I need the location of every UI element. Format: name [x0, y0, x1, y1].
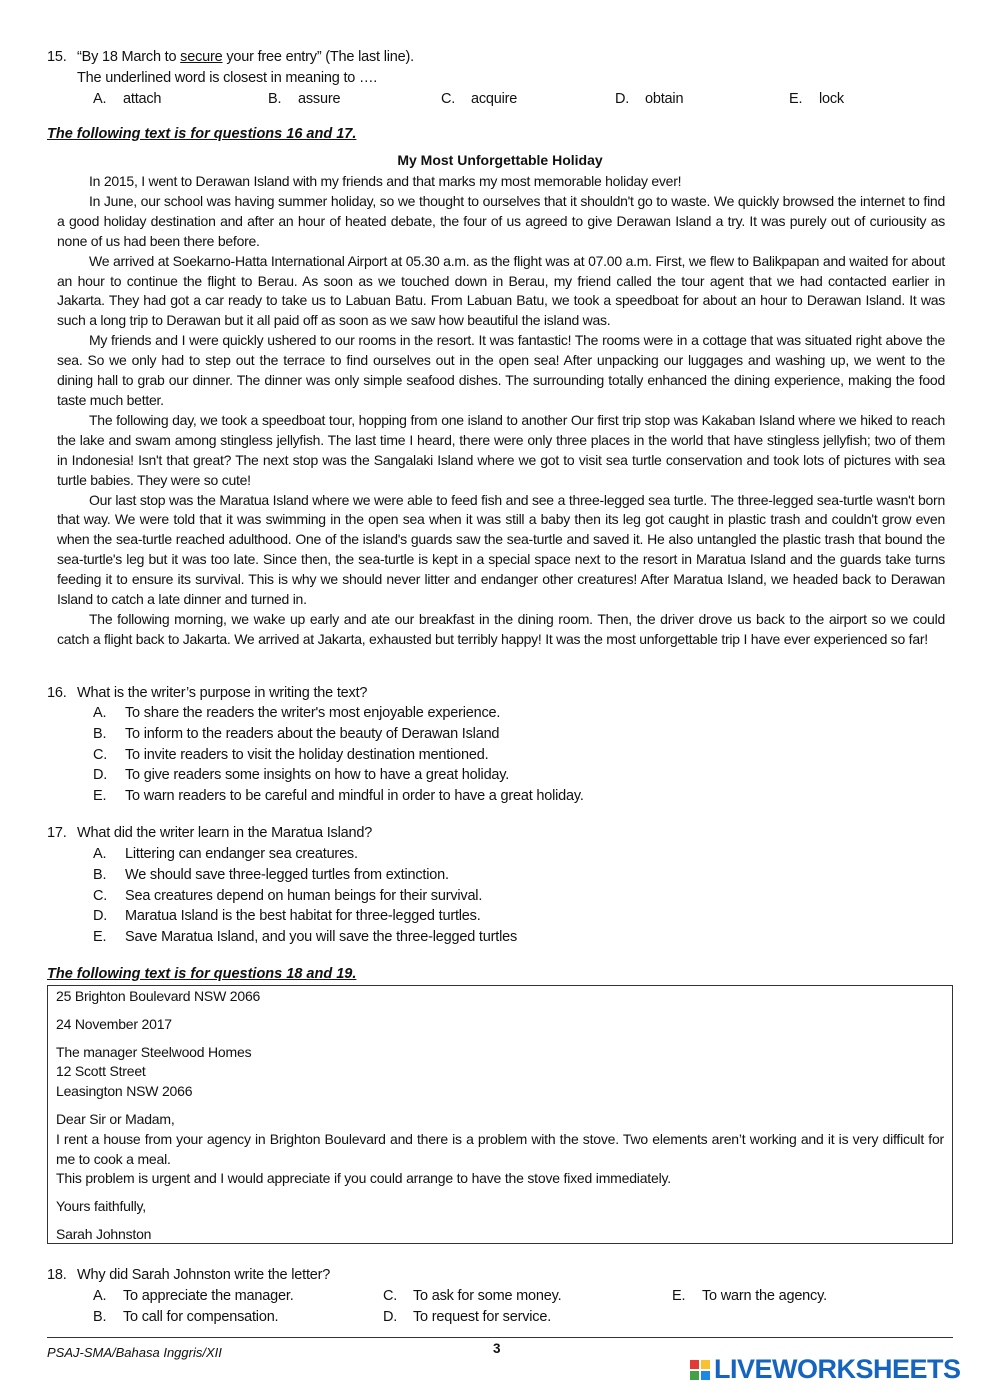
q17-option-e[interactable]: E. Save Maratua Island, and you will save the three-legged turtles: [93, 929, 518, 946]
story-text: [57, 172, 945, 650]
letter-body: I rent a house from your agency in Brighton Boulevard and there is a problem with the stove. Two elements aren’t working and it is very difficult for me to cook a meal.: [56, 1130, 944, 1167]
q18-options: [93, 1286, 973, 1328]
q16-option-c[interactable]: C. To invite readers to visit the holiday destination mentioned.: [93, 746, 489, 763]
footer-code: PSAJ-SMA/Bahasa Inggris/XII: [47, 1345, 222, 1360]
closing: Yours faithfully,: [56, 1198, 146, 1215]
q17-option-d[interactable]: D. Maratua Island is the best habitat for three-legged turtles.: [93, 908, 481, 925]
q18-stem: 18. Why did Sarah Johnston write the letter?: [47, 1267, 331, 1283]
story-title: My Most Unforgettable Holiday: [397, 152, 603, 168]
salutation: Dear Sir or Madam,: [56, 1110, 175, 1127]
q15-option-d[interactable]: D. obtain: [615, 91, 684, 107]
section-heading-18-19: The following text is for questions 18 and 19.: [47, 966, 357, 982]
q18-option-a[interactable]: A. To appreciate the manager.: [93, 1288, 294, 1304]
recipient-line: Leasington NSW 2066: [56, 1083, 193, 1100]
q17-option-b[interactable]: B. We should save three-legged turtles from extinction.: [93, 866, 449, 883]
q16-stem: 16. What is the writer’s purpose in writing the text?: [47, 685, 368, 701]
signature: Sarah Johnston: [56, 1225, 152, 1242]
letter-date: 24 November 2017: [56, 1015, 172, 1032]
q15-option-a[interactable]: A. attach: [93, 91, 162, 107]
q16-option-b[interactable]: B. To inform to the readers about the beauty of Derawan Island: [93, 725, 500, 742]
liveworksheets-logo-text: LIVEWORKSHEETS: [714, 1354, 961, 1384]
recipient-line: The manager Steelwood Homes: [56, 1043, 252, 1060]
story-paragraph: In 2015, I went to Derawan Island with my friends and that marks my most memorable holiday ever!: [89, 173, 682, 189]
liveworksheets-logo[interactable]: [690, 1356, 961, 1382]
letter-box: [47, 985, 953, 1244]
story-paragraph: Our last stop was the Maratua Island where we were able to feed fish and see a three-legged sea turtle. The three-legged sea-turtle wasn't born that way. We were told that it was swimming in the open sea when it was still a baby then its leg got caught in plastic trash and couldn't grow even when the sea-turtle reached adulthood. One of the island's guards saw the sea-turtle and saved it. He also untangled the plastic trash that bound the sea-turtle's leg but it was too late. Since then, the sea-turtle is kept in a special space next to the resort in Maratua Island and the guards take turns feeding it to ensure its survival. This is why we should never litter and endanger other creatures! After Maratua Island, we headed back to Derawan Island to catch a late dinner and turned in.: [57, 491, 945, 608]
section-heading-16-17: The following text is for questions 16 and 17.: [47, 126, 357, 142]
q16-option-a[interactable]: A. To share the readers the writer's most enjoyable experience.: [93, 705, 501, 721]
q16-option-d[interactable]: D. To give readers some insights on how to have a great holiday.: [93, 767, 510, 784]
page-number: 3: [493, 1341, 501, 1356]
q16-option-e[interactable]: E. To warn readers to be careful and mindful in order to have a great holiday.: [93, 788, 584, 805]
q17-stem: 17. What did the writer learn in the Maratua Island?: [47, 825, 373, 841]
q15-option-b[interactable]: B. assure: [268, 91, 341, 107]
q18-option-c[interactable]: C. To ask for some money.: [383, 1288, 562, 1304]
underlined-word: secure: [180, 49, 223, 65]
sender-address: 25 Brighton Boulevard NSW 2066: [56, 988, 261, 1004]
letter-text: [56, 987, 944, 1245]
q18-option-b[interactable]: B. To call for compensation.: [93, 1309, 279, 1325]
q17-option-a[interactable]: A. Littering can endanger sea creatures.: [93, 846, 358, 862]
q15-option-c[interactable]: C. acquire: [441, 91, 518, 107]
q15-options: [93, 89, 973, 109]
liveworksheets-logo-icon: [690, 1358, 712, 1380]
q17-options: [93, 844, 953, 948]
recipient-line: 12 Scott Street: [56, 1063, 146, 1080]
story-paragraph: The following morning, we wake up early and ate our breakfast in the dining room. Then, the driver drove us back to the airport so we could catch a flight back to Jakarta. We arrived at Jakarta, exhausted but terribly happy! It was the most unforgettable trip I have ever experienced so far!: [57, 610, 945, 647]
q15-stem: 15. “By 18 March to secure your free entry” (The last line).: [47, 49, 414, 65]
story-paragraph: In June, our school was having summer holiday, so we thought to ourselves that it shouldn't go to waste. We quickly browsed the internet to find a good holiday destination and after an hour of heated debate, the four of us agreed to give Derawan Island a try. It was purely out of curiousity as none of us had been there before.: [57, 192, 945, 249]
q16-options: [93, 703, 953, 807]
q15-option-e[interactable]: E. lock: [789, 91, 844, 107]
story-paragraph: My friends and I were quickly ushered to our rooms in the resort. It was fantastic! The rooms were in a cottage that was situated right above the sea. So we only had to step out the terrace to find ourselves out in the open sea! After unpacking our luggages and washing up, we went to the dining hall to grab our dinner. The dinner was only simple seafood dishes. The surrounding totally enhanced the dining experience, making the food taste much better.: [57, 332, 945, 408]
footer-divider: [47, 1337, 953, 1338]
q18-option-e[interactable]: E. To warn the agency.: [672, 1288, 827, 1304]
letter-body: This problem is urgent and I would appreciate if you could arrange to have the stove fixed immediately.: [56, 1170, 671, 1187]
story-paragraph: We arrived at Soekarno-Hatta International Airport at 05.30 a.m. as the flight was at 07.00 a.m. First, we flew to Balikpapan and waited for about an hour to continue the flight to Berau. As soon as we touched down in Berau, my friend called the tour agent that we had contacted earlier in Jakarta. They had got a car ready to take us to Labuan Batu. From Labuan Batu, we took a speedboat for about an hour to Derawan Island. It was such a long trip to Derawan but it all paid off as soon as we saw how beautiful the island was.: [57, 252, 945, 329]
q17-option-c[interactable]: C. Sea creatures depend on human beings for their survival.: [93, 887, 483, 904]
story-paragraph: The following day, we took a speedboat tour, hopping from one island to another Our first trip stop was Kakaban Island where we hiked to reach the lake and swam among stingless jellyfish. The last time I heard, there were only three places in the world that have stingless jellyfish; two of them in Indonesia! Isn't that great? The next stop was the Sangalaki Island where we got to visit sea turtle conservation and took lots of pictures with sea turtle babies. They were so cute!: [57, 411, 945, 488]
q15-instruction: The underlined word is closest in meaning to ….: [77, 70, 378, 86]
q18-option-d[interactable]: D. To request for service.: [383, 1309, 552, 1325]
